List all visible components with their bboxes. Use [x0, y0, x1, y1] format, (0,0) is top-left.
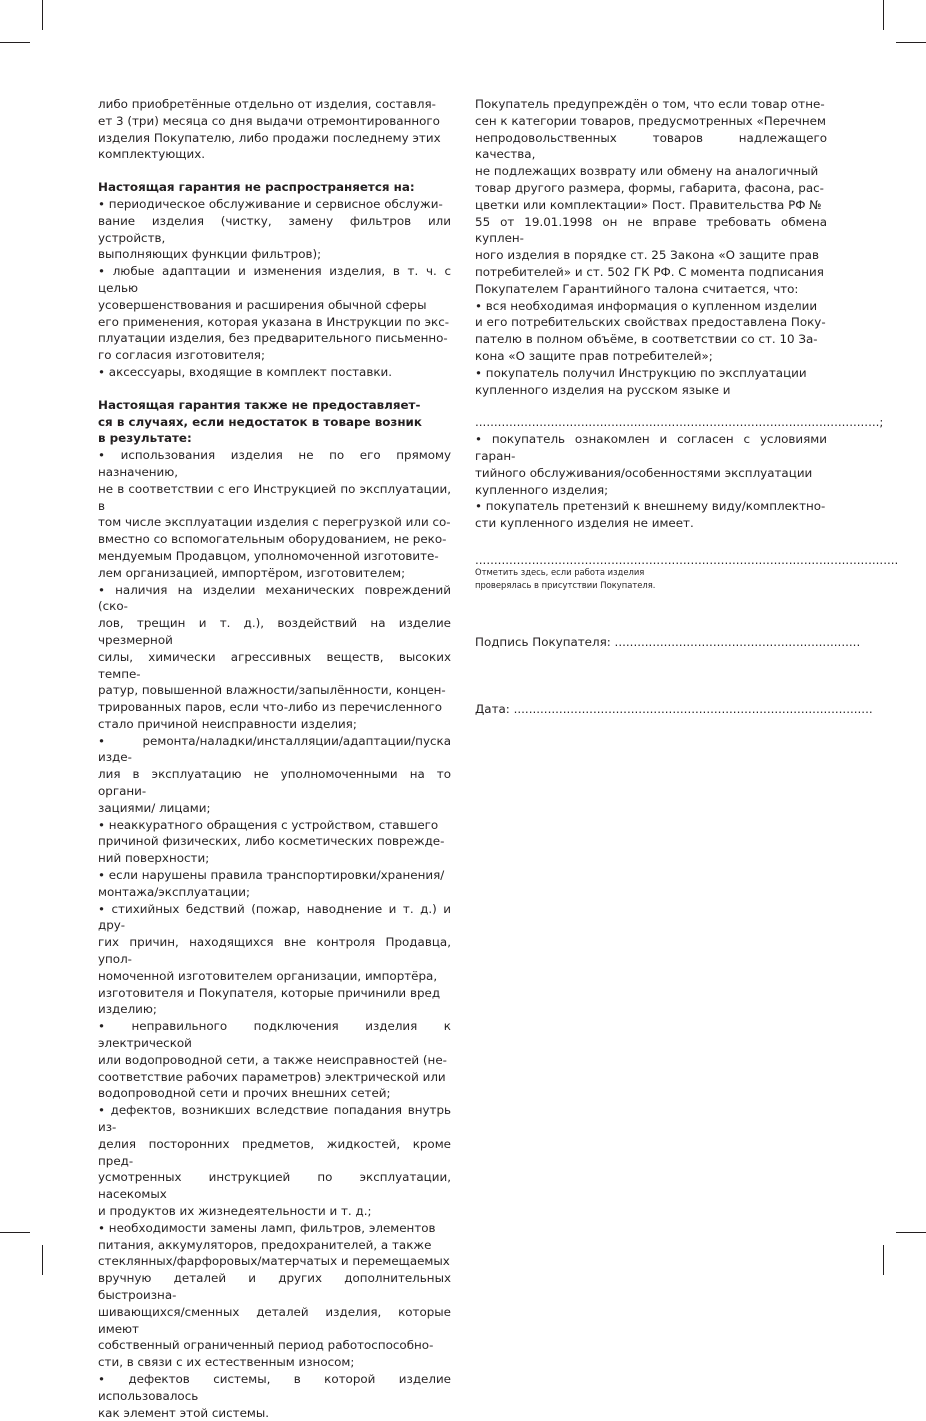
text-line: усмотренных инструкцией по эксплуатации, насекомых — [98, 1170, 451, 1202]
crop-mark — [896, 42, 926, 43]
crop-mark — [42, 1245, 43, 1275]
date-field[interactable]: Дата: ............................................................................................... — [475, 701, 873, 716]
text-line: • неправильного подключения изделия к электрической — [98, 1019, 451, 1051]
text-line: изделия Покупателю, либо продажи последнему этих — [98, 130, 441, 145]
text-line: • аксессуары, входящие в комплект поставки. — [98, 364, 393, 379]
text-line: ний поверхности; — [98, 851, 210, 866]
text-line: Покупателем Гарантийного талона считается, что: — [475, 281, 799, 296]
section-heading — [98, 397, 451, 447]
text-line: либо приобретённые отдельно от изделия, составля- — [98, 97, 436, 111]
text-line: купленного изделия на русском языке и — [475, 382, 731, 397]
text-line: питания, аккумуляторов, предохранителей, а также — [98, 1237, 432, 1252]
right-column — [475, 96, 899, 718]
text-line: усовершенствования и расширения обычной сферы — [98, 297, 427, 312]
text-line: соответствие рабочих параметров) электрической или — [98, 1069, 446, 1084]
check-note — [475, 566, 827, 592]
text-line: плуатации изделия, без предварительного письменно- — [98, 331, 448, 346]
text-line: в результате: — [98, 431, 192, 446]
text-line: • вся необходимая информация о купленном изделии — [475, 298, 818, 313]
text-line: делия посторонних предметов, жидкостей, кроме пред- — [98, 1136, 451, 1168]
text-line: вручную деталей и других дополнительных быстроизна- — [98, 1271, 451, 1302]
exclusion-list — [98, 196, 451, 381]
section-heading: Настоящая гарантия не распространяется на: — [98, 180, 415, 195]
crop-mark — [42, 0, 43, 30]
left-column — [98, 96, 451, 1421]
intro-paragraph — [98, 96, 451, 163]
buyer-signature-field[interactable]: Подпись Покупателя: ................................................................. — [475, 634, 861, 649]
text-line: собственный ограниченный период работоспособно- — [98, 1338, 434, 1353]
text-line: изделию; — [98, 1002, 157, 1017]
text-line: вание изделия (чистку, замену фильтров или устройств, — [98, 213, 451, 245]
text-line: изготовителя и Покупателя, которые причинили вред — [98, 985, 441, 1000]
text-line: • наличия на изделии механических повреждений (ско- — [98, 582, 451, 614]
language-fill-line[interactable]: ...........................................................................................................; — [475, 415, 884, 430]
note-line: Отметить здесь, если работа изделия — [475, 566, 645, 577]
text-line: стеклянных/фарфоровых/матерчатых и перемещаемых — [98, 1254, 450, 1269]
text-line: лов, трещин и т. д.), воздействий на изделие чрезмерной — [98, 616, 451, 647]
text-line: • покупатель получил Инструкцию по эксплуатации — [475, 365, 807, 380]
text-line: • покупатель претензий к внешнему виду/комплектно- — [475, 499, 826, 514]
text-line: • неаккуратного обращения с устройством, ставшего — [98, 817, 439, 832]
text-line: лем организацией, импортёром, изготовителем; — [98, 565, 406, 580]
text-line: го согласия изготовителя; — [98, 348, 265, 363]
buyer-acknowledgement — [475, 431, 827, 532]
text-line: цветки или комплектации» Пост. Правительства РФ № — [475, 197, 822, 212]
text-line: и его потребительских свойствах предоставлена Поку- — [475, 315, 826, 330]
text-line: лия в эксплуатацию не уполномоченными на то органи- — [98, 767, 451, 799]
text-line: сти купленного изделия не имеет. — [475, 516, 694, 531]
text-line: • если нарушены правила транспортировки/хранения/ — [98, 868, 445, 883]
text-line: потребителей» и ст. 502 ГК РФ. С момента подписания — [475, 264, 824, 279]
note-line: проверялась в присутствии Покупателя. — [475, 579, 656, 590]
text-line: • дефектов системы, в которой изделие использовалось — [98, 1371, 451, 1403]
text-line: стало причиной неисправности изделия; — [98, 716, 357, 731]
text-line: выполняющих функции фильтров); — [98, 247, 322, 262]
text-line: трированных паров, если что-либо из перечисленного — [98, 700, 443, 715]
crop-mark — [896, 1232, 926, 1233]
text-line: ся в случаях, если недостаток в товаре возник — [98, 414, 422, 429]
text-line: водопроводной сети и прочих внешних сетей; — [98, 1086, 391, 1101]
text-line: • дефектов, возникших вследствие попадания внутрь из- — [98, 1103, 451, 1135]
text-line: вместно со вспомогательным оборудованием, не реко- — [98, 532, 447, 547]
text-line: • стихийных бедствий (пожар, наводнение и т. д.) и дру- — [98, 901, 451, 933]
text-line: сен к категории товаров, предусмотренных «Перечнем — [475, 113, 826, 128]
text-line: зациями/ лицами; — [98, 800, 211, 815]
text-line: сти, в связи с их естественным износом; — [98, 1355, 355, 1370]
consumer-notice — [475, 96, 827, 398]
text-line: не в соответствии с его Инструкцией по эксплуатации, в — [98, 481, 451, 513]
crop-mark — [883, 0, 884, 30]
crop-mark — [0, 42, 30, 43]
check-mark-line[interactable]: ................................................................................................................ — [475, 552, 899, 567]
cause-list — [98, 447, 451, 1421]
text-line: номоченной изготовителем организации, импортёра, — [98, 968, 438, 983]
text-line: • периодическое обслуживание и сервисное обслужи- — [98, 196, 443, 211]
text-line: шивающихся/сменных деталей изделия, которые имеют — [98, 1304, 451, 1336]
text-line: причиной физических, либо косметических поврежде- — [98, 834, 445, 849]
text-line: купленного изделия; — [475, 482, 609, 497]
text-line: пателю в полном объёме, в соответствии со ст. 10 За- — [475, 332, 818, 347]
text-line: товар другого размера, формы, габарита, фасона, рас- — [475, 180, 824, 195]
text-line: том числе эксплуатации изделия с перегрузкой или со- — [98, 515, 451, 530]
text-line: монтажа/эксплуатации; — [98, 884, 250, 899]
text-line: • необходимости замены ламп, фильтров, элементов — [98, 1220, 436, 1235]
text-line: ратур, повышенной влажности/запылённости, концен- — [98, 683, 446, 698]
text-line: • использования изделия не по его прямому назначению, — [98, 448, 451, 479]
text-line: непродовольственных товаров надлежащего качества, — [475, 130, 827, 162]
text-line: ет 3 (три) месяца со дня выдачи отремонтированного — [98, 113, 440, 128]
text-line: • ремонта/наладки/инсталляции/адаптации/пуска изде- — [98, 733, 451, 765]
text-line: силы, химически агрессивных веществ, высоких темпе- — [98, 649, 451, 681]
text-line: комплектующих. — [98, 147, 206, 162]
text-line: кона «О защите прав потребителей»; — [475, 348, 713, 363]
text-line: • любые адаптации и изменения изделия, в т. ч. с целью — [98, 264, 451, 295]
text-line: гих причин, находящихся вне контроля Продавца, упол- — [98, 935, 451, 967]
text-line: мендуемым Продавцом, уполномоченной изготовите- — [98, 548, 439, 563]
text-line: тийного обслуживания/особенностями эксплуатации — [475, 465, 813, 480]
text-line: или водопроводной сети, а также неисправностей (не- — [98, 1052, 447, 1067]
text-line: и продуктов их жизнедеятельности и т. д.; — [98, 1204, 372, 1218]
text-line: 55 от 19.01.1998 он не вправе требовать обмена куплен- — [475, 214, 827, 246]
text-line: его применения, которая указана в Инструкции по экс- — [98, 314, 450, 329]
text-line: Покупатель предупреждён о том, что если товар отне- — [475, 97, 825, 111]
text-line: ного изделия в порядке ст. 25 Закона «О защите прав — [475, 248, 819, 263]
text-line: • покупатель ознакомлен и согласен с условиями гаран- — [475, 432, 827, 463]
text-line: не подлежащих возврату или обмену на аналогичный — [475, 164, 819, 179]
text-line: Настоящая гарантия также не предоставляет- — [98, 397, 421, 412]
text-line: как элемент этой системы. — [98, 1405, 270, 1420]
crop-mark — [0, 1232, 30, 1233]
crop-mark — [883, 1245, 884, 1275]
